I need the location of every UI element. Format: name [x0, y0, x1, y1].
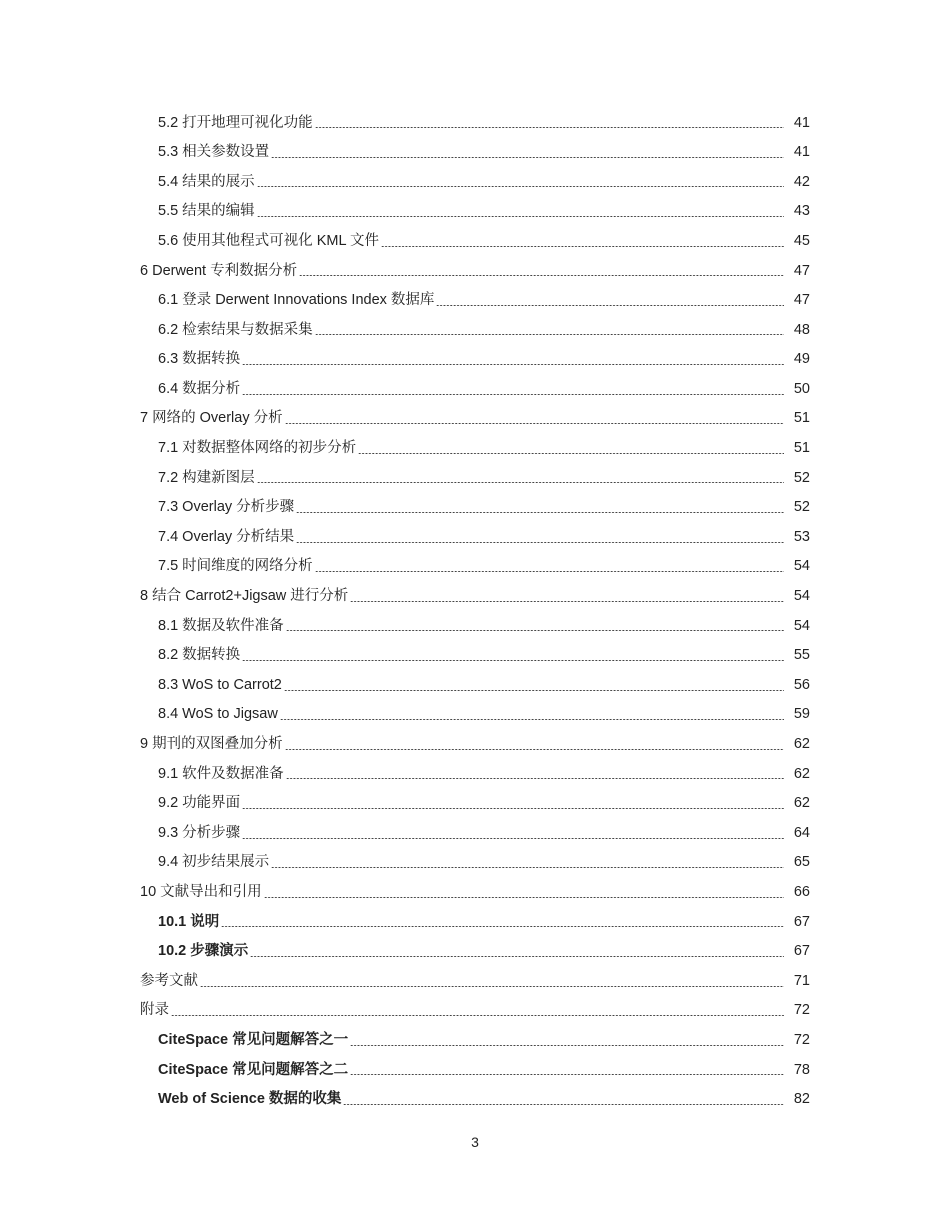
- toc-dot-leader: [250, 956, 784, 957]
- toc-entry[interactable]: [0, 167, 950, 197]
- toc-entry-title: 5.3 相关参数设置: [158, 144, 270, 161]
- toc-entry[interactable]: [0, 996, 950, 1026]
- toc-entry-title: 9.4 初步结果展示: [158, 854, 270, 871]
- toc-entry-title: CiteSpace 常见问题解答之二: [158, 1061, 349, 1078]
- toc-dot-leader: [285, 749, 784, 750]
- toc-dot-leader: [171, 1015, 784, 1016]
- toc-entry-title: 5.5 结果的编辑: [158, 203, 255, 220]
- toc-entry-page: 41: [793, 114, 810, 131]
- toc-entry-page: 62: [793, 795, 810, 812]
- toc-dot-leader: [271, 867, 784, 868]
- toc-entry-title: 参考文献: [140, 972, 198, 989]
- toc-entry-title: 10.1 说明: [158, 913, 220, 930]
- toc-dot-leader: [257, 186, 784, 187]
- toc-entry[interactable]: [0, 848, 950, 878]
- toc-entry[interactable]: [0, 138, 950, 168]
- toc-entry-title: 7 网络的 Overlay 分析: [140, 410, 283, 427]
- toc-entry-page: 48: [793, 321, 810, 338]
- toc-dot-leader: [221, 926, 784, 927]
- toc-entry-title: 8.2 数据转换: [158, 647, 241, 664]
- toc-entry-title: 9.1 软件及数据准备: [158, 765, 284, 782]
- toc-dot-leader: [257, 482, 784, 483]
- toc-entry[interactable]: [0, 1025, 950, 1055]
- toc-entry-page: 72: [793, 1031, 810, 1048]
- toc-dot-leader: [296, 512, 784, 513]
- table-of-contents: [0, 108, 950, 1114]
- toc-dot-leader: [264, 897, 784, 898]
- toc-entry[interactable]: [0, 315, 950, 345]
- toc-entry-title: 5.4 结果的展示: [158, 173, 255, 190]
- toc-entry[interactable]: [0, 611, 950, 641]
- toc-entry-title: 7.4 Overlay 分析结果: [158, 528, 295, 545]
- toc-entry[interactable]: [0, 700, 950, 730]
- toc-entry[interactable]: [0, 522, 950, 552]
- toc-entry-page: 67: [793, 913, 810, 930]
- toc-entry-title: 5.2 打开地理可视化功能: [158, 114, 313, 131]
- toc-dot-leader: [315, 334, 784, 335]
- toc-entry[interactable]: [0, 108, 950, 138]
- toc-entry-title: 8.1 数据及软件准备: [158, 617, 284, 634]
- toc-dot-leader: [381, 246, 784, 247]
- toc-entry[interactable]: [0, 582, 950, 612]
- toc-entry-page: 42: [793, 173, 810, 190]
- toc-dot-leader: [242, 808, 784, 809]
- toc-dot-leader: [286, 630, 784, 631]
- toc-entry[interactable]: [0, 759, 950, 789]
- toc-entry-title: 5.6 使用其他程式可视化 KML 文件: [158, 232, 380, 249]
- toc-entry-page: 43: [793, 203, 810, 220]
- toc-entry-title: 6.1 登录 Derwent Innovations Index 数据库: [158, 292, 435, 309]
- page-number: 3: [471, 1134, 479, 1150]
- toc-entry[interactable]: [0, 937, 950, 967]
- toc-dot-leader: [242, 394, 784, 395]
- toc-entry-page: 82: [793, 1091, 810, 1108]
- toc-entry-title: 9.2 功能界面: [158, 795, 241, 812]
- toc-dot-leader: [200, 986, 784, 987]
- toc-dot-leader: [285, 423, 784, 424]
- toc-entry-page: 56: [793, 676, 810, 693]
- toc-entry-page: 47: [793, 262, 810, 279]
- toc-entry-title: 6 Derwent 专利数据分析: [140, 262, 298, 279]
- toc-entry[interactable]: [0, 434, 950, 464]
- toc-entry-title: 7.5 时间维度的网络分析: [158, 558, 313, 575]
- toc-dot-leader: [350, 1074, 784, 1075]
- toc-entry-page: 67: [793, 943, 810, 960]
- toc-entry-page: 45: [793, 232, 810, 249]
- toc-entry-page: 59: [793, 706, 810, 723]
- toc-entry-title: 9 期刊的双图叠加分析: [140, 736, 283, 753]
- toc-entry-page: 49: [793, 351, 810, 368]
- toc-entry-title: 6.3 数据转换: [158, 351, 241, 368]
- toc-entry-page: 54: [793, 617, 810, 634]
- toc-dot-leader: [436, 305, 784, 306]
- toc-entry-title: 10 文献导出和引用: [140, 883, 262, 900]
- toc-dot-leader: [242, 660, 784, 661]
- toc-entry[interactable]: [0, 463, 950, 493]
- toc-dot-leader: [284, 690, 784, 691]
- toc-entry-title: 7.1 对数据整体网络的初步分析: [158, 440, 357, 457]
- toc-entry-page: 72: [793, 1002, 810, 1019]
- toc-dot-leader: [242, 364, 784, 365]
- toc-entry-title: 6.4 数据分析: [158, 380, 241, 397]
- toc-dot-leader: [257, 216, 784, 217]
- toc-entry-page: 66: [793, 883, 810, 900]
- toc-entry[interactable]: [0, 1085, 950, 1115]
- toc-entry-page: 50: [793, 380, 810, 397]
- toc-entry[interactable]: [0, 256, 950, 286]
- toc-dot-leader: [271, 157, 784, 158]
- toc-entry-title: Web of Science 数据的收集: [158, 1091, 342, 1108]
- toc-entry-title: CiteSpace 常见问题解答之一: [158, 1031, 349, 1048]
- toc-entry[interactable]: [0, 877, 950, 907]
- toc-entry[interactable]: [0, 286, 950, 316]
- toc-entry[interactable]: [0, 345, 950, 375]
- toc-entry-page: 51: [793, 440, 810, 457]
- toc-entry[interactable]: [0, 493, 950, 523]
- toc-entry[interactable]: [0, 966, 950, 996]
- toc-dot-leader: [350, 601, 784, 602]
- toc-dot-leader: [315, 571, 784, 572]
- toc-entry[interactable]: [0, 641, 950, 671]
- toc-entry-title: 8.4 WoS to Jigsaw: [158, 706, 278, 723]
- toc-entry[interactable]: [0, 552, 950, 582]
- toc-dot-leader: [242, 838, 784, 839]
- toc-entry-title: 9.3 分析步骤: [158, 824, 241, 841]
- toc-dot-leader: [286, 778, 784, 779]
- toc-entry-title: 10.2 步骤演示: [158, 943, 249, 960]
- toc-entry[interactable]: [0, 729, 950, 759]
- toc-entry-page: 54: [793, 588, 810, 605]
- toc-entry-page: 55: [793, 647, 810, 664]
- toc-entry[interactable]: [0, 818, 950, 848]
- toc-entry[interactable]: [0, 226, 950, 256]
- toc-entry-page: 53: [793, 528, 810, 545]
- toc-entry-page: 62: [793, 765, 810, 782]
- toc-entry-page: 47: [793, 292, 810, 309]
- toc-entry-page: 71: [793, 972, 810, 989]
- toc-entry-page: 78: [793, 1061, 810, 1078]
- toc-entry-page: 62: [793, 736, 810, 753]
- toc-entry-title: 7.3 Overlay 分析步骤: [158, 499, 295, 516]
- toc-dot-leader: [350, 1045, 784, 1046]
- toc-entry[interactable]: [0, 197, 950, 227]
- toc-entry[interactable]: [0, 1055, 950, 1085]
- toc-entry-title: 8.3 WoS to Carrot2: [158, 676, 282, 693]
- toc-entry-page: 54: [793, 558, 810, 575]
- toc-entry-title: 附录: [140, 1002, 169, 1019]
- toc-entry-title: 7.2 构建新图层: [158, 469, 255, 486]
- toc-dot-leader: [280, 719, 784, 720]
- toc-dot-leader: [299, 275, 784, 276]
- toc-entry[interactable]: [0, 907, 950, 937]
- toc-entry-page: 41: [793, 144, 810, 161]
- toc-dot-leader: [296, 542, 784, 543]
- toc-entry-page: 64: [793, 824, 810, 841]
- toc-dot-leader: [358, 453, 784, 454]
- toc-entry-title: 6.2 检索结果与数据采集: [158, 321, 313, 338]
- toc-dot-leader: [315, 127, 784, 128]
- toc-entry[interactable]: [0, 789, 950, 819]
- toc-dot-leader: [343, 1104, 784, 1105]
- toc-entry[interactable]: [0, 404, 950, 434]
- toc-entry[interactable]: [0, 374, 950, 404]
- toc-entry-page: 51: [793, 410, 810, 427]
- toc-entry-page: 52: [793, 469, 810, 486]
- toc-entry-page: 52: [793, 499, 810, 516]
- toc-entry[interactable]: [0, 670, 950, 700]
- toc-entry-page: 65: [793, 854, 810, 871]
- toc-entry-title: 8 结合 Carrot2+Jigsaw 进行分析: [140, 588, 349, 605]
